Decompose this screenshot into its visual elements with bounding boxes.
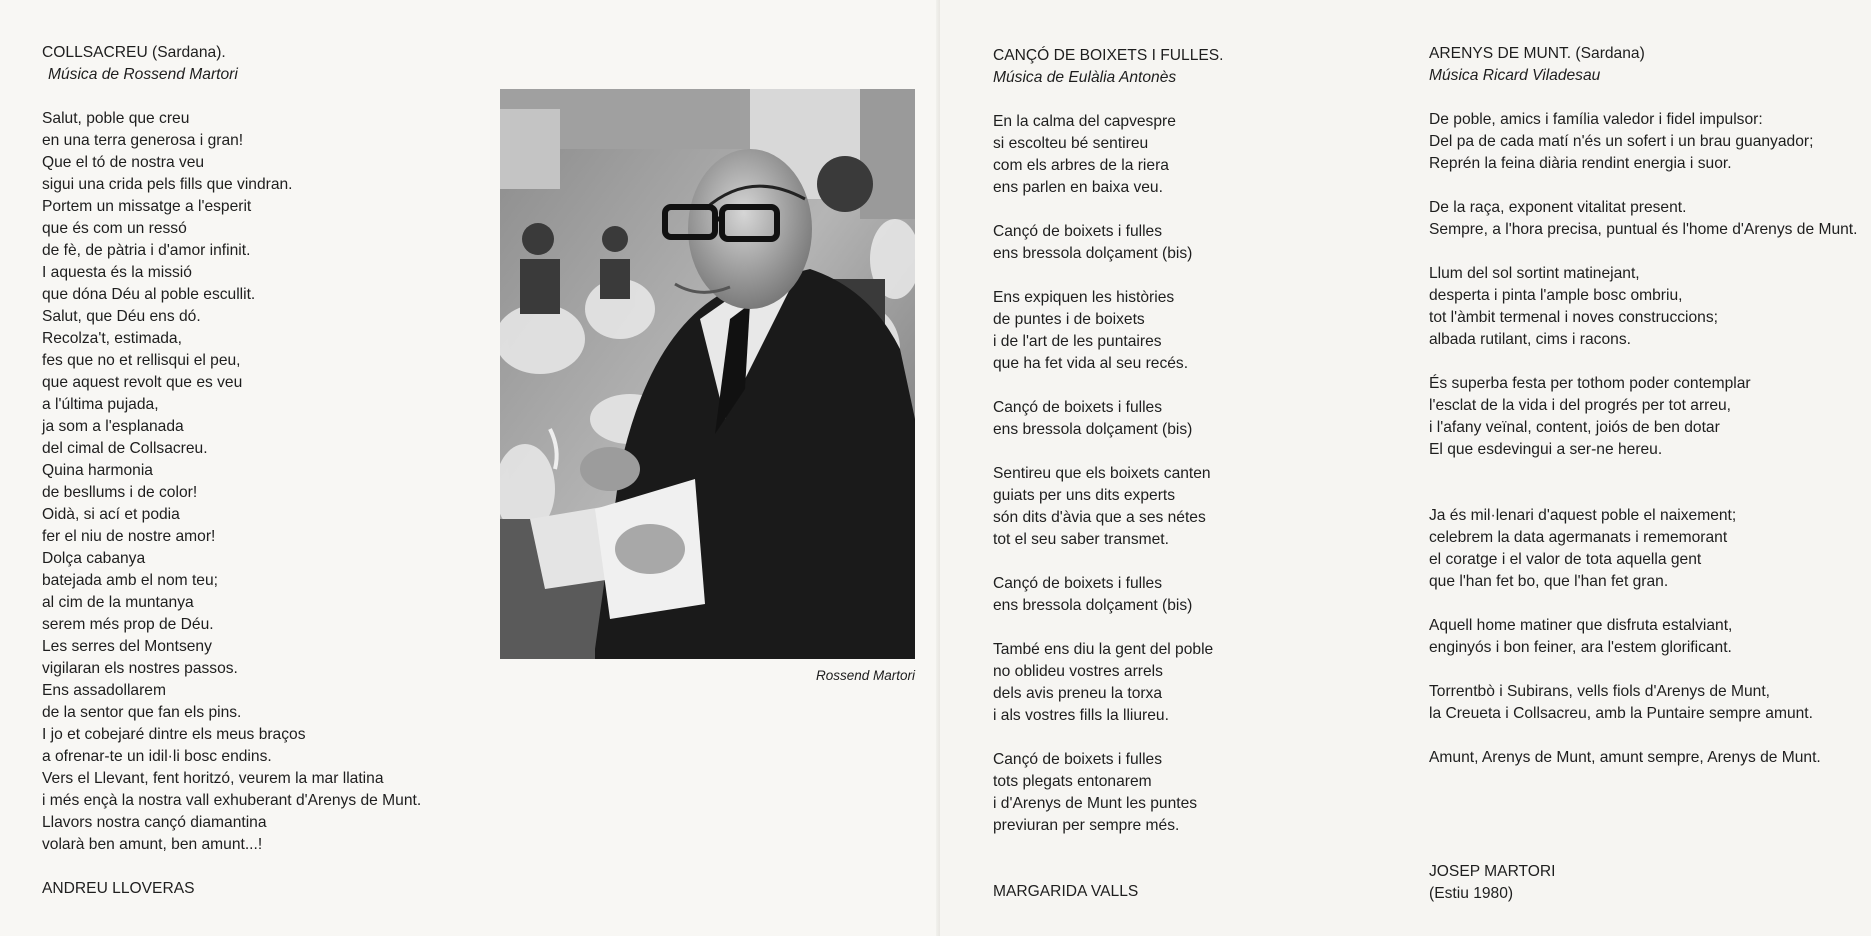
verse-line: fes que no et rellisqui el peu, <box>42 352 241 369</box>
poem-body <box>42 108 421 856</box>
verse-line: i d'Arenys de Munt les puntes <box>993 795 1198 812</box>
poem-author: MARGARIDA VALLS <box>993 883 1139 900</box>
verse-line: ens bressola dolçament (bis) <box>993 245 1193 262</box>
verse-line: De poble, amics i família valedor i fidel impulsor: <box>1429 111 1763 128</box>
verse-line: que l'han fet bo, que l'han fet gran. <box>1429 573 1669 590</box>
verse-line: tot l'àmbit termenal i noves construccions; <box>1429 309 1718 326</box>
verse-line: serem més prop de Déu. <box>42 616 214 633</box>
portrait-photo <box>500 89 915 659</box>
verse-line: de puntes i de boixets <box>993 311 1145 328</box>
verse-line: Recolza't, estimada, <box>42 330 182 347</box>
verse-line: fer el niu de nostre amor! <box>42 528 216 545</box>
verse-line: És superba festa per tothom poder contemplar <box>1429 375 1751 392</box>
poem-arenys <box>1429 43 1857 905</box>
verse-line: del cimal de Collsacreu. <box>42 440 208 457</box>
poem-title: CANÇÓ DE BOIXETS I FULLES. <box>993 47 1224 64</box>
verse-line: En la calma del capvespre <box>993 113 1176 130</box>
verse-line: que ha fet vida al seu recés. <box>993 355 1189 372</box>
verse-line: Ens assadollarem <box>42 682 166 699</box>
stanza <box>1429 615 1857 659</box>
verse-line: Que el tó de nostra veu <box>42 154 205 171</box>
verse-line: i als vostres fills la lliureu. <box>993 707 1169 724</box>
verse-line: Ja és mil·lenari d'aquest poble el naixement; <box>1429 507 1737 524</box>
verse-line: Sentireu que els boixets canten <box>993 465 1211 482</box>
verse-line: Reprén la feina diària rendint energia i suor. <box>1429 155 1732 172</box>
verse-line: I aquesta és la missió <box>42 264 192 281</box>
verse-line: També ens diu la gent del poble <box>993 641 1214 658</box>
stanza <box>993 397 1224 441</box>
verse-line: la Creueta i Collsacreu, amb la Puntaire sempre amunt. <box>1429 705 1813 722</box>
verse-line: Del pa de cada matí n'és un sofert i un brau guanyador; <box>1429 133 1814 150</box>
verse-line: tots plegats entonarem <box>993 773 1152 790</box>
verse-line: Cançó de boixets i fulles <box>993 751 1163 768</box>
stanza <box>1429 197 1857 241</box>
verse-line: són dits d'àvia que a ses nétes <box>993 509 1206 526</box>
stanza <box>1429 109 1857 175</box>
verse-line: ens parlen en baixa veu. <box>993 179 1163 196</box>
verse-line: que aquest revolt que es veu <box>42 374 243 391</box>
verse-line: el coratge i el valor de tota aquella gent <box>1429 551 1702 568</box>
verse-line: Llavors nostra cançó diamantina <box>42 814 267 831</box>
verse-line: enginyós i bon feiner, ara l'estem glorificant. <box>1429 639 1732 656</box>
stanza <box>1429 263 1857 351</box>
stanza <box>1429 747 1857 769</box>
stanza <box>993 749 1224 837</box>
verse-line: Llum del sol sortint matinejant, <box>1429 265 1640 282</box>
stanza <box>993 463 1224 551</box>
poem-body <box>1429 109 1857 769</box>
verse-line: a ofrenar-te un idil·li bosc endins. <box>42 748 272 765</box>
verse-line: Salut, poble que creu <box>42 110 190 127</box>
poem-collsacreu <box>42 42 421 900</box>
verse-line: dels avis preneu la torxa <box>993 685 1163 702</box>
verse-line: Amunt, Arenys de Munt, amunt sempre, Arenys de Munt. <box>1429 749 1821 766</box>
verse-line: Les serres del Montseny <box>42 638 212 655</box>
verse-line: si escolteu bé sentireu <box>993 135 1149 152</box>
verse-line: al cim de la muntanya <box>42 594 194 611</box>
poem-title: COLLSACREU (Sardana). <box>42 44 226 61</box>
stanza <box>993 639 1224 727</box>
poem-body <box>993 111 1224 837</box>
verse-line: De la raça, exponent vitalitat present. <box>1429 199 1687 216</box>
verse-line: Sempre, a l'hora precisa, puntual és l'home d'Arenys de Munt. <box>1429 221 1858 238</box>
stanza <box>1429 505 1857 593</box>
poem-author: ANDREU LLOVERAS <box>42 880 195 897</box>
verse-line: no oblideu vostres arrels <box>993 663 1163 680</box>
stanza <box>993 111 1224 199</box>
verse-line: previuran per sempre més. <box>993 817 1180 834</box>
verse-line: sigui una crida pels fills que vindran. <box>42 176 293 193</box>
verse-line: desperta i pinta l'ample bosc ombriu, <box>1429 287 1683 304</box>
poem-boixets <box>993 45 1224 903</box>
verse-line: batejada amb el nom teu; <box>42 572 218 589</box>
verse-line: de besllums i de color! <box>42 484 198 501</box>
verse-line: Ens expiquen les històries <box>993 289 1175 306</box>
verse-line: guiats per uns dits experts <box>993 487 1176 504</box>
verse-line: de fè, de pàtria i d'amor infinit. <box>42 242 251 259</box>
verse-line: que és com un ressó <box>42 220 187 237</box>
verse-line: volarà ben amunt, ben amunt...! <box>42 836 263 853</box>
stanza <box>42 108 421 856</box>
verse-line: i més ençà la nostra vall exhuberant d'Arenys de Munt. <box>42 792 422 809</box>
verse-line: ens bressola dolçament (bis) <box>993 597 1193 614</box>
verse-line: I jo et cobejaré dintre els meus braços <box>42 726 306 743</box>
verse-line: Quina harmonia <box>42 462 153 479</box>
stanza <box>1429 681 1857 725</box>
verse-line: albada rutilant, cims i racons. <box>1429 331 1631 348</box>
poem-composer: Música de Eulàlia Antonès <box>993 69 1177 86</box>
verse-line: a l'última pujada, <box>42 396 159 413</box>
stanza <box>993 287 1224 375</box>
verse-line: celebrem la data agermanats i rememorant <box>1429 529 1728 546</box>
poem-title: ARENYS DE MUNT. (Sardana) <box>1429 45 1645 62</box>
verse-line: de la sentor que fan els pins. <box>42 704 242 721</box>
verse-line: que dóna Déu al poble escullit. <box>42 286 256 303</box>
verse-line: Portem un missatge a l'esperit <box>42 198 252 215</box>
verse-line: com els arbres de la riera <box>993 157 1169 174</box>
stanza <box>1429 373 1857 461</box>
verse-line: en una terra generosa i gran! <box>42 132 244 149</box>
poem-composer: Música Ricard Viladesau <box>1429 67 1601 84</box>
verse-line: i l'afany veïnal, content, joiós de ben dotar <box>1429 419 1720 436</box>
verse-line: Salut, que Déu ens dó. <box>42 308 201 325</box>
poem-composer: Música de Rossend Martori <box>48 66 238 83</box>
verse-line: Cançó de boixets i fulles <box>993 575 1163 592</box>
poem-author: JOSEP MARTORI <box>1429 863 1556 880</box>
verse-line: Oidà, si ací et podia <box>42 506 180 523</box>
verse-line: ja som a l'esplanada <box>42 418 184 435</box>
verse-line: tot el seu saber transmet. <box>993 531 1169 548</box>
verse-line: ens bressola dolçament (bis) <box>993 421 1193 438</box>
verse-line: El que esdevingui a ser-ne hereu. <box>1429 441 1663 458</box>
verse-line: Vers el Llevant, fent horitzó, veurem la mar llatina <box>42 770 384 787</box>
verse-line: Aquell home matiner que disfruta estalviant, <box>1429 617 1733 634</box>
verse-line: Cançó de boixets i fulles <box>993 399 1163 416</box>
photo-caption: Rossend Martori <box>815 668 915 683</box>
poem-date: (Estiu 1980) <box>1429 885 1514 902</box>
verse-line: Cançó de boixets i fulles <box>993 223 1163 240</box>
stanza <box>993 573 1224 617</box>
verse-line: vigilaran els nostres passos. <box>42 660 238 677</box>
stanza <box>993 221 1224 265</box>
verse-line: l'esclat de la vida i del progrés per tot arreu, <box>1429 397 1732 414</box>
verse-line: Torrentbò i Subirans, vells fiols d'Arenys de Munt, <box>1429 683 1770 700</box>
verse-line: i de l'art de les puntaires <box>993 333 1162 350</box>
verse-line: Dolça cabanya <box>42 550 146 567</box>
